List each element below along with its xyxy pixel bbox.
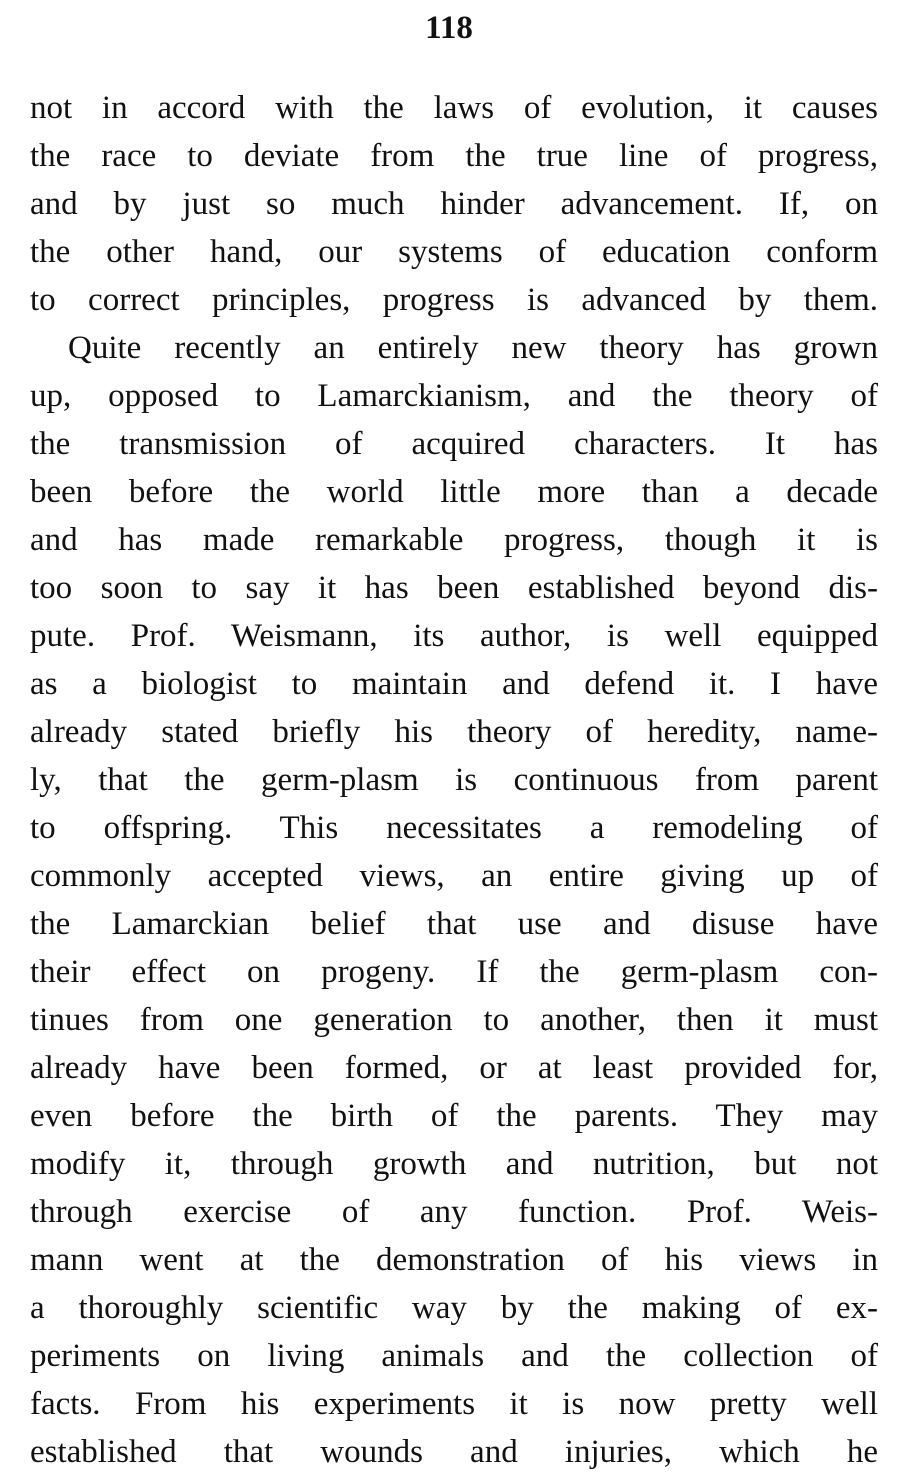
text-line: the race to deviate from the true line of progress, [30, 138, 878, 174]
text-line-paragraph-start: Quite recently an entirely new theory has grown [68, 330, 878, 366]
text-line: already stated briefly his theory of heredity, name- [30, 714, 878, 750]
text-line: and has made remarkable progress, though it is [30, 522, 878, 558]
text-line: established that wounds and injuries, which he [30, 1434, 878, 1470]
text-line: not in accord with the laws of evolution, it causes [30, 90, 878, 126]
text-line: the transmission of acquired characters. It has [30, 426, 878, 462]
text-line: a thoroughly scientific way by the making of ex- [30, 1290, 878, 1326]
text-line: ly, that the germ-plasm is continuous from parent [30, 762, 878, 798]
text-line: their effect on progeny. If the germ-plasm con- [30, 954, 878, 990]
text-line: and by just so much hinder advancement. If, on [30, 186, 878, 222]
text-line: periments on living animals and the collection of [30, 1338, 878, 1374]
text-line: been before the world little more than a decade [30, 474, 878, 510]
text-line: commonly accepted views, an entire giving up of [30, 858, 878, 894]
text-line: through exercise of any function. Prof. Weis- [30, 1194, 878, 1230]
body-text [30, 84, 878, 1476]
text-line: pute. Prof. Weismann, its author, is well equipped [30, 618, 878, 654]
text-line: facts. From his experiments it is now pretty well [30, 1386, 878, 1422]
text-line: up, opposed to Lamarckianism, and the theory of [30, 378, 878, 414]
text-line: modify it, through growth and nutrition, but not [30, 1146, 878, 1182]
text-line: to correct principles, progress is advanced by them. [30, 282, 878, 318]
text-line: the Lamarckian belief that use and disuse have [30, 906, 878, 942]
text-line: too soon to say it has been established beyond dis- [30, 570, 878, 606]
text-line: the other hand, our systems of education conform [30, 234, 878, 270]
text-line: already have been formed, or at least provided for, [30, 1050, 878, 1086]
text-line: mann went at the demonstration of his views in [30, 1242, 878, 1278]
page-number: 118 [425, 10, 473, 46]
text-line: even before the birth of the parents. They may [30, 1098, 878, 1134]
text-line: to offspring. This necessitates a remodeling of [30, 810, 878, 846]
text-line: as a biologist to maintain and defend it. I have [30, 666, 878, 702]
text-line: tinues from one generation to another, then it must [30, 1002, 878, 1038]
